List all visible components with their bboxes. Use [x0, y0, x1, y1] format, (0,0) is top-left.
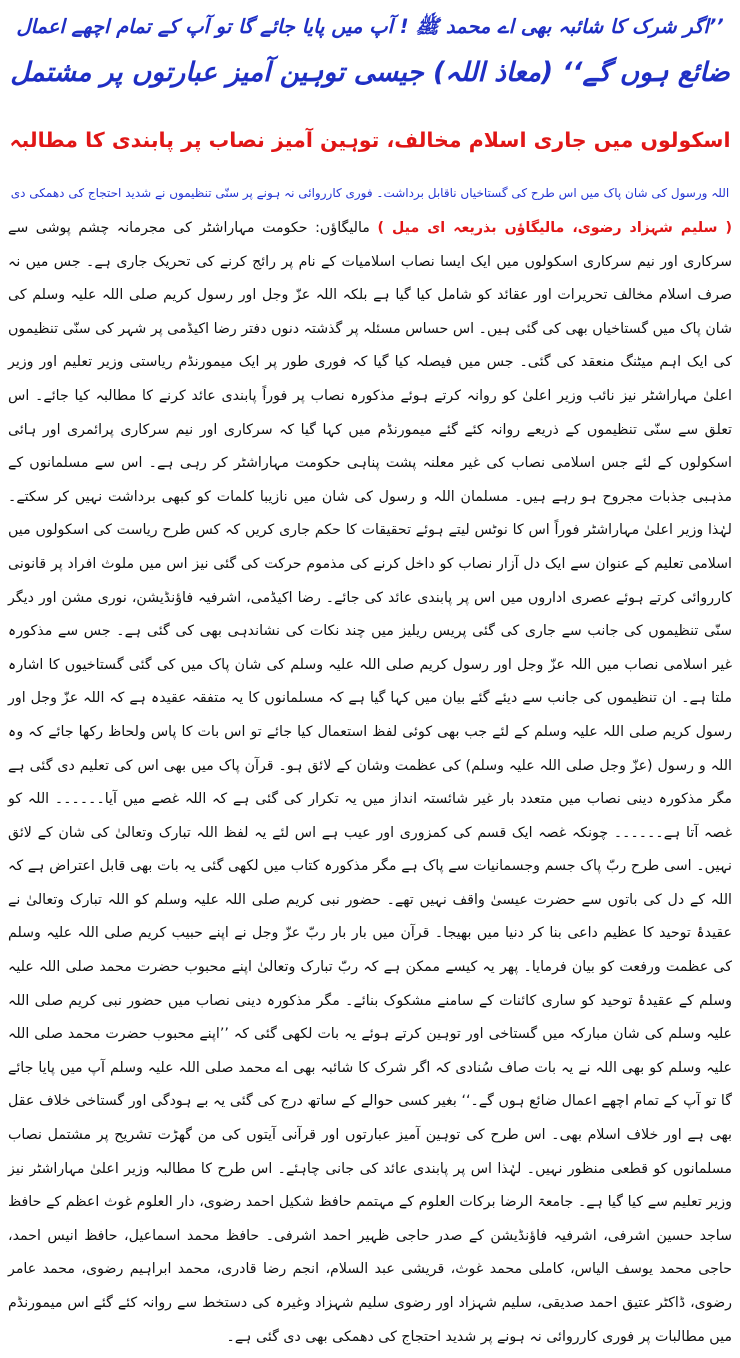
article-body [8, 212, 732, 1354]
byline: ( سلیم شہزاد رضوی، مالیگاؤں بذریعہ ای میل ) [377, 220, 732, 236]
subheadline: اسکولوں میں جاری اسلام مخالف، توہین آمیز نصاب پر پابندی کا مطالبہ [9, 128, 731, 152]
article-text: مالیگاؤں: حکومت مہاراشٹر کی مجرمانہ چشم پوشی سے سرکاری اور نیم سرکاری اسکولوں میں ایک ایسا نصاب اسلامیات کے نام پر رائج کرنے کی تحریک جاری ہے۔ جس میں نہ صرف اسلام مخالف تحریرات اور عقائد کو شامل کیا گیا ہے بلکہ اللہ عزّ وجل اور رسول کریم صلی اللہ علیہ وسلم کی شان پاک میں گستاخیاں بھی کی گئی ہیں۔ اس حساس مسئلہ پر گذشتہ دنوں دفتر رضا اکیڈمی پر شہر کی سنّی تنظیموں کی ایک اہم میٹنگ منعقد کی گئی۔ جس میں فیصلہ کیا گیا کہ فوری طور پر ایک میمورنڈم ریاستی وزیر تعلیم اور وزیر اعلیٰ مہاراشٹر نیز نائب وزیر اعلیٰ کو روانہ کرتے ہوئے مذکورہ نصاب پر فوراً پابندی عائد کرنے کا مطالبہ کیا جائے۔ اس تعلق سے سنّی تنظیموں کے ذریعے روانہ کئے گئے میمورنڈم میں کہا گیا کہ سرکاری اور نیم سرکاری پرائمری اور ہائی اسکولوں کے لئے جس اسلامی نصاب کی غیر معلنہ پشت پناہی حکومت مہاراشٹر کر رہی ہے۔ اس سے مسلمانوں کے مذہبی جذبات مجروح ہو رہے ہیں۔ مسلمان اللہ و رسول کی شان میں نازیبا کلمات کو کبھی برداشت نہیں کر سکتے۔ لہٰذا وزیر اعلیٰ مہاراشٹر فوراً اس کا نوٹس لیتے ہوئے تحقیقات کا حکم جاری کریں کہ کس طرح ریاست کی اسکولوں میں اسلامی تعلیم کے عنوان سے ایک دل آزار نصاب کو داخل کرنے کی مذموم حرکت کی گئی نیز اس میں ملوث افراد پر قانونی کارروائی کرتے ہوئے عصری اداروں میں اس پر پابندی عائد کی جائے۔ رضا اکیڈمی، اشرفیہ فاؤنڈیشن، نوری مشن اور دیگر سنّی تنظیموں کی جانب سے جاری کی گئی پریس ریلیز میں چند نکات کی نشاندہی بھی کی گئی ہے۔ جس سے مذکورہ غیر اسلامی نصاب میں اللہ عزّ وجل اور رسول کریم صلی اللہ علیہ وسلم کی شان پاک میں کی گئی گستاخیوں کا اشارہ ملتا ہے۔ ان تنظیموں کی جانب سے دیئے گئے بیان میں کہا گیا ہے کہ مسلمانوں کا یہ متفقہ عقیدہ ہے کہ اللہ عزّ وجل اور رسول کریم صلی اللہ علیہ وسلم کے لئے جب بھی کوئی لفظ استعمال کیا جائے تو اس بات کا پاس ولحاظ رکھا جائے کہ وہ اللہ و رسول (عزّ وجل صلی اللہ علیہ وسلم) کی عظمت وشان کے لائق ہو۔ قرآن پاک میں بھی اس کی تعلیم دی گئی ہے مگر مذکورہ دینی نصاب میں متعدد بار غیر شائستہ انداز میں یہ تکرار کی گئی ہے کہ اللہ غصے میں آیا۔۔۔۔۔۔ اللہ کو غصہ آتا ہے۔۔۔۔۔۔ چونکہ غصہ ایک قسم کی کمزوری اور عیب ہے اس لئے یہ لفظ اللہ تبارک وتعالیٰ کی شان کے لائق نہیں۔ اسی طرح ربّ پاک جسم وجسمانیات سے پاک ہے مگر مذکورہ کتاب میں لکھی گئی یہ بات بھی قابل اعتراض ہے کہ اللہ کے دل کی باتوں سے حضرت عیسیٰ واقف نہیں تھے۔ حضور نبی کریم صلی اللہ علیہ وسلم کو اللہ تبارک وتعالیٰ نے عقیدۂ توحید کا عظیم داعی بنا کر دنیا میں بھیجا۔ قرآن میں بار بار ربّ عزّ وجل نے اپنے حبیب کریم صلی اللہ علیہ وسلم کی عظمت ورفعت کو بیان فرمایا۔ پھر یہ کیسے ممکن ہے کہ ربّ تبارک وتعالیٰ اپنے محبوب حضرت محمد صلی اللہ علیہ وسلم کے عقیدۂ توحید کو ساری کائنات کے سامنے مشکوک بنائے۔ مگر مذکورہ دینی نصاب میں حضور نبی کریم صلی اللہ علیہ وسلم کی شان مبارکہ میں گستاخی اور توہین کرتے ہوئے یہ بات لکھی گئی کہ ’’اپنے محبوب حضرت محمد صلی اللہ علیہ وسلم کو بھی اللہ نے یہ بات صاف سُنادی کہ اگر شرک کا شائبہ بھی اے محمد صلی اللہ علیہ وسلم آپ میں پایا جائے گا تو آپ کے تمام اچھے اعمال ضائع ہوں گے۔‘‘ بغیر کسی حوالے کے ساتھ درج کی گئی یہ بے ہودگی اور گستاخی خلاف عقل بھی ہے اور خلاف اسلام بھی۔ اس طرح کی توہین آمیز عبارتوں اور قرآنی آیتوں کی من گھڑت تشریح پر مشتمل نصاب مسلمانوں کو قطعی منظور نہیں۔ لہٰذا اس پر پابندی عائد کی جانی چاہئے۔ اس طرح کا مطالبہ وزیر اعلیٰ مہاراشٹر نیز وزیر تعلیم سے کیا گیا ہے۔ جامعۃ الرضا برکات العلوم کے مہتمم حافظ شکیل احمد رضوی، دار العلوم غوث اعظم کے حافظ ساجد حسین اشرفی، اشرفیہ فاؤنڈیشن کے صدر حاجی ظہیر احمد اشرفی۔ حافظ محمد اسماعیل، حافظ انیس احمد، حاجی محمد یوسف الیاس، کاملی محمد غوث، قریشی عبد السلام، انجم رضا قادری، محمد ابراہیم رضوی، محمد عامر رضوی، ڈاکٹر عتیق احمد صدیقی، سلیم شہزاد اور رضوی سلیم شہزاد وغیرہ کی دستخط سے روانہ کئے گئے اس میمورنڈم میں مطالبات پر فوری کارروائی نہ ہونے پر شدید احتجاج کی دھمکی بھی دی گئی ہے۔ [8, 220, 732, 1345]
headline-line-2: ضائع ہوں گے‘‘ (معاذ اللہ) جیسی توہین آمیز عبارتوں پر مشتمل [10, 57, 730, 88]
strapline: اللہ ورسول کی شان پاک میں اس طرح کی گستاخیاں ناقابل برداشت۔ فوری کارروائی نہ ہونے پر سنّی تنظیموں نے شدید احتجاج کی دھمکی دی [10, 186, 730, 200]
headline-line-1: ’’اگر شرک کا شائبہ بھی اے محمد ﷺ ! آپ میں پایا جائے گا تو آپ کے تمام اچھے اعمال [16, 15, 724, 38]
headline [8, 4, 732, 96]
